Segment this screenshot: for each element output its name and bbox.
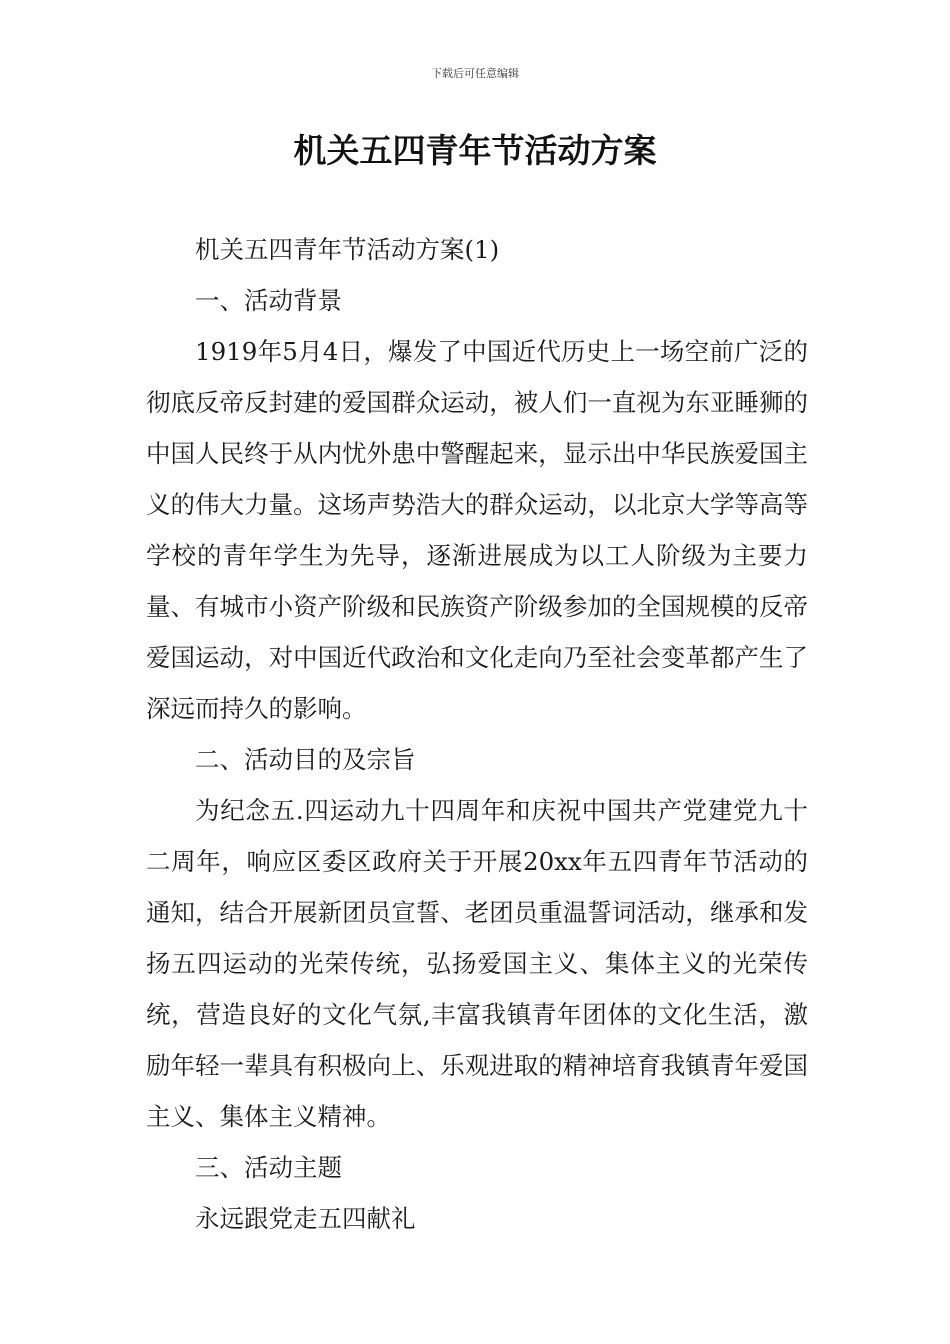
section-paragraph-background: 1919年5月4日，爆发了中国近代历史上一场空前广泛的彻底反帝反封建的爱国群众运动，被人们一直视为东亚睡狮的中国人民终于从内忧外患中警醒起来，显示出中华民族爱国主义的伟大力量。这场声势浩大的群众运动，以北京大学等高等学校的青年学生为先导，逐渐进展成为以工人阶级为主要力量、有城市小资产阶级和民族资产阶级参加的全国规模的反帝爱国运动，对中国近代政治和文化走向乃至社会变革都产生了深远而持久的影响。: [146, 337, 808, 723]
section-heading-theme: 三、活动主题: [195, 1153, 342, 1182]
document-body: [146, 224, 808, 1244]
section-paragraph-theme: 永远跟党走五四献礼: [195, 1204, 416, 1233]
section-heading-background: 一、活动背景: [195, 286, 342, 315]
document-subtitle: 机关五四青年节活动方案(1): [195, 235, 500, 264]
header-note: 下载后可任意编辑: [431, 67, 519, 80]
section-paragraph-purpose: 为纪念五.四运动九十四周年和庆祝中国共产党建党九十二周年，响应区委区政府关于开展20xx年五四青年节活动的通知，结合开展新团员宣誓、老团员重温誓词活动，继承和发扬五四运动的光荣传统，弘扬爱国主义、集体主义的光荣传统，营造良好的文化气氛,丰富我镇青年团体的文化生活，激励年轻一辈具有积极向上、乐观进取的精神培育我镇青年爱国主义、集体主义精神。: [146, 796, 808, 1131]
document-title: 机关五四青年节活动方案: [293, 131, 657, 170]
section-heading-purpose: 二、活动目的及宗旨: [195, 745, 416, 774]
